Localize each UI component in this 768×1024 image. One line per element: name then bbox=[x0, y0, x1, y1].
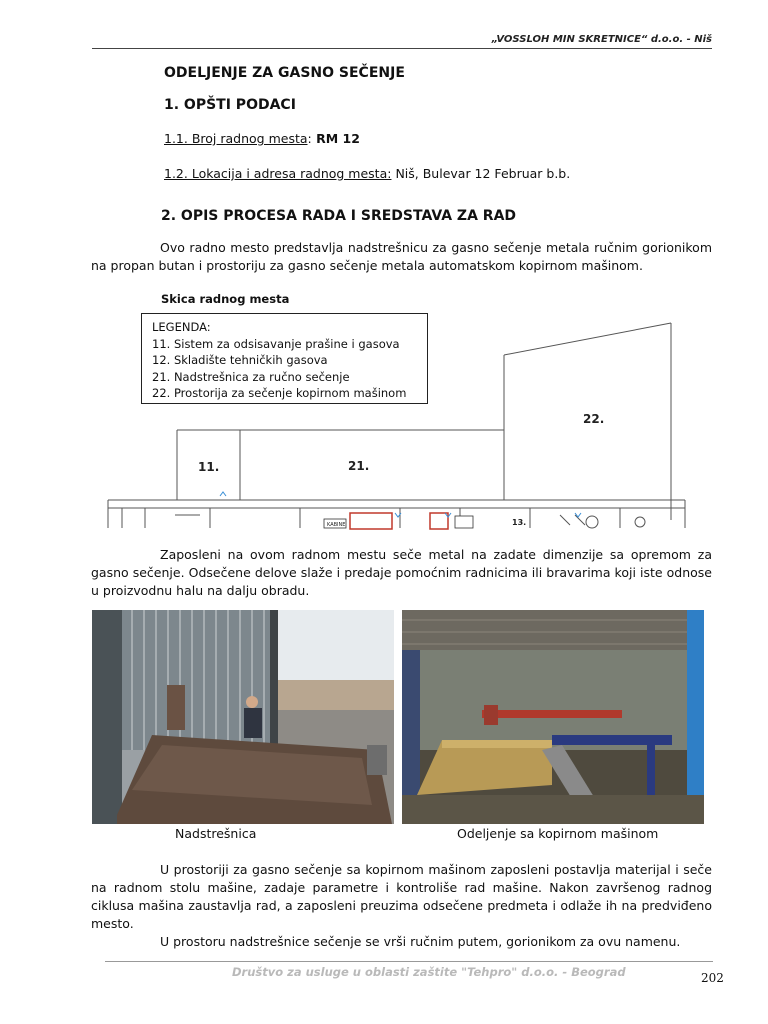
section-1-title: 1. OPŠTI PODACI bbox=[164, 97, 296, 113]
info-workplace-number bbox=[164, 131, 360, 146]
legend-item: 11. Sistem za odsisavanje prašine i gasova bbox=[152, 336, 400, 351]
sketch-door-label: KABINE bbox=[327, 522, 346, 528]
header-divider bbox=[92, 48, 712, 49]
caption-canopy: Nadstrešnica bbox=[175, 826, 257, 841]
caption-copier-room: Odeljenje sa kopirnom mašinom bbox=[457, 826, 659, 841]
paragraph-manual-cutting bbox=[91, 933, 712, 951]
photo-canopy bbox=[92, 610, 394, 824]
sketch-label-21: 21. bbox=[348, 459, 370, 473]
info-location bbox=[164, 166, 570, 181]
section-2-title: 2. OPIS PROCESA RADA I SREDSTAVA ZA RAD bbox=[161, 208, 517, 224]
sketch-title: Skica radnog mesta bbox=[161, 292, 290, 306]
department-title: ODELJENJE ZA GASNO SEČENJE bbox=[164, 65, 405, 81]
paragraph-work-description bbox=[91, 546, 712, 600]
sketch-label-11: 11. bbox=[198, 460, 220, 474]
sketch-label-13: 13. bbox=[512, 518, 527, 527]
sketch-label-22: 22. bbox=[583, 412, 605, 426]
info-colon: : bbox=[307, 131, 312, 146]
legend-item: 21. Nadstrešnica za ručno sečenje bbox=[152, 369, 350, 384]
page-number: 202 bbox=[701, 971, 724, 985]
info-location-value: Niš, Bulevar 12 Februar b.b. bbox=[391, 166, 571, 181]
info-workplace-number-value: RM 12 bbox=[311, 131, 360, 146]
paragraph-copier-process-text: U prostoriji za gasno sečenje sa kopirnom mašinom zaposleni postavlja materijal i seče na radnom stolu mašine, zadaje parametre i kontroliše rad mašine. Nakon završenog radnog ciklusa mašina zaustavlja rad, a zaposleni preuzima odsečene predmeta i odlaže ih na predviđeno mesto. bbox=[91, 862, 712, 931]
info-location-label: 1.2. Lokacija i adresa radnog mesta: bbox=[164, 166, 392, 181]
paragraph-manual-cutting-text: U prostoru nadstrešnice sečenje se vrši ručnim putem, gorionikom za ovu namenu. bbox=[160, 934, 681, 949]
footer-divider bbox=[105, 961, 713, 962]
info-workplace-number-label: 1.1. Broj radnog mesta bbox=[164, 131, 308, 146]
paragraph-intro-text: Ovo radno mesto predstavlja nadstrešnicu za gasno sečenje metala ručnim gorionikom na propan butan i prostoriju za gasno sečenje metala automatskom kopirnom mašinom. bbox=[91, 240, 712, 273]
footer-company: Društvo za usluge u oblasti zaštite "Tehpro" d.o.o. - Beograd bbox=[232, 965, 626, 979]
legend-item: 22. Prostorija za sečenje kopirnom mašinom bbox=[152, 386, 407, 400]
paragraph-copier-process bbox=[91, 861, 712, 933]
sketch-legend bbox=[141, 313, 428, 404]
legend-item: 12. Skladište tehničkih gasova bbox=[152, 353, 328, 367]
legend-title: LEGENDA: bbox=[152, 320, 211, 334]
paragraph-work-description-text: Zaposleni na ovom radnom mestu seče metal na zadate dimenzije sa opremom za gasno sečenje. Odsečene delove slaže i predaje pomoćnim radnicima ili bravarima koji iste odnose u proizvodnu halu na dalju obradu. bbox=[91, 547, 712, 598]
photo-copier-room bbox=[402, 610, 704, 824]
page-header-company: „VOSSLOH MIN SKRETNICE“ d.o.o. - Niš bbox=[491, 34, 712, 45]
paragraph-intro bbox=[91, 239, 712, 275]
